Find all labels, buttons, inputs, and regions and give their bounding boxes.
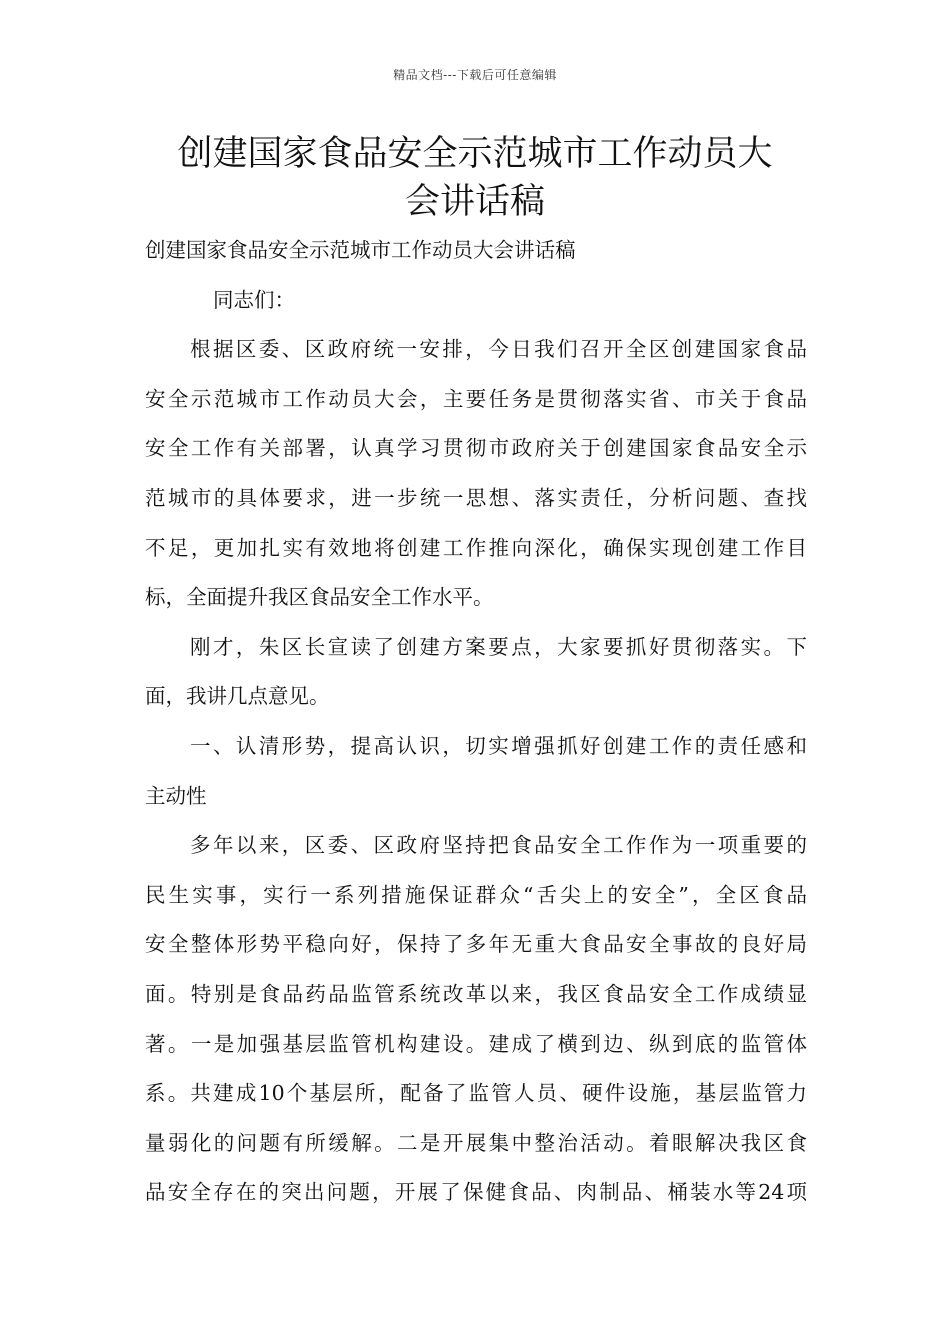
paragraph-line: 不足，更加扎实有效地将创建工作推向深化，确保实现创建工作目: [145, 535, 807, 560]
title-line-1: 创建国家食品安全示范城市工作动员大: [177, 134, 773, 174]
document-title: [140, 130, 810, 226]
paragraph-line: 品安全存在的突出问题，开展了保健食品、肉制品、桶装水等24项: [145, 1180, 807, 1205]
subtitle-line: 创建国家食品安全示范城市工作动员大会讲话稿: [145, 238, 576, 262]
paragraph-line: 著。一是加强基层监管机构建设。建成了横到边、纵到底的监管体: [145, 1031, 807, 1056]
title-line-2: 会讲话稿: [404, 182, 545, 222]
paragraph-line: 民生实事，实行一系列措施保证群众“舌尖上的安全”，全区食品: [145, 882, 807, 907]
section-heading-line: 主动性: [145, 783, 207, 808]
paragraph-line: 刚才，朱区长宣读了创建方案要点，大家要抓好贯彻落实。下: [190, 634, 807, 659]
paragraph-line: 安全工作有关部署，认真学习贯彻市政府关于创建国家食品安全示: [145, 436, 807, 461]
paragraph-line: 量弱化的问题有所缓解。二是开展集中整治活动。着眼解决我区食: [145, 1130, 807, 1155]
paragraph-line: 面。特别是食品药品监管系统改革以来，我区食品安全工作成绩显: [145, 981, 807, 1006]
document-body: [145, 226, 807, 1218]
header-note: 精品文档---下载后可任意编辑: [393, 68, 557, 82]
paragraph-line: 标，全面提升我区食品安全工作水平。: [145, 585, 494, 610]
paragraph-line: 安全示范城市工作动员大会，主要任务是贯彻落实省、市关于食品: [145, 386, 807, 411]
paragraph-line: 多年以来，区委、区政府坚持把食品安全工作作为一项重要的: [190, 833, 807, 858]
paragraph-line: 面，我讲几点意见。: [145, 684, 330, 709]
salutation-line: 同志们：: [213, 287, 295, 312]
section-heading-line: 一、认清形势，提高认识，切实增强抓好创建工作的责任感和: [190, 733, 807, 758]
paragraph-line: 根据区委、区政府统一安排，今日我们召开全区创建国家食品: [190, 337, 807, 362]
paragraph-line: 系。共建成10个基层所，配备了监管人员、硬件设施，基层监管力: [145, 1081, 807, 1106]
paragraph-line: 安全整体形势平稳向好，保持了多年无重大食品安全事故的良好局: [145, 932, 807, 957]
paragraph-line: 范城市的具体要求，进一步统一思想、落实责任，分析问题、查找: [145, 485, 807, 510]
